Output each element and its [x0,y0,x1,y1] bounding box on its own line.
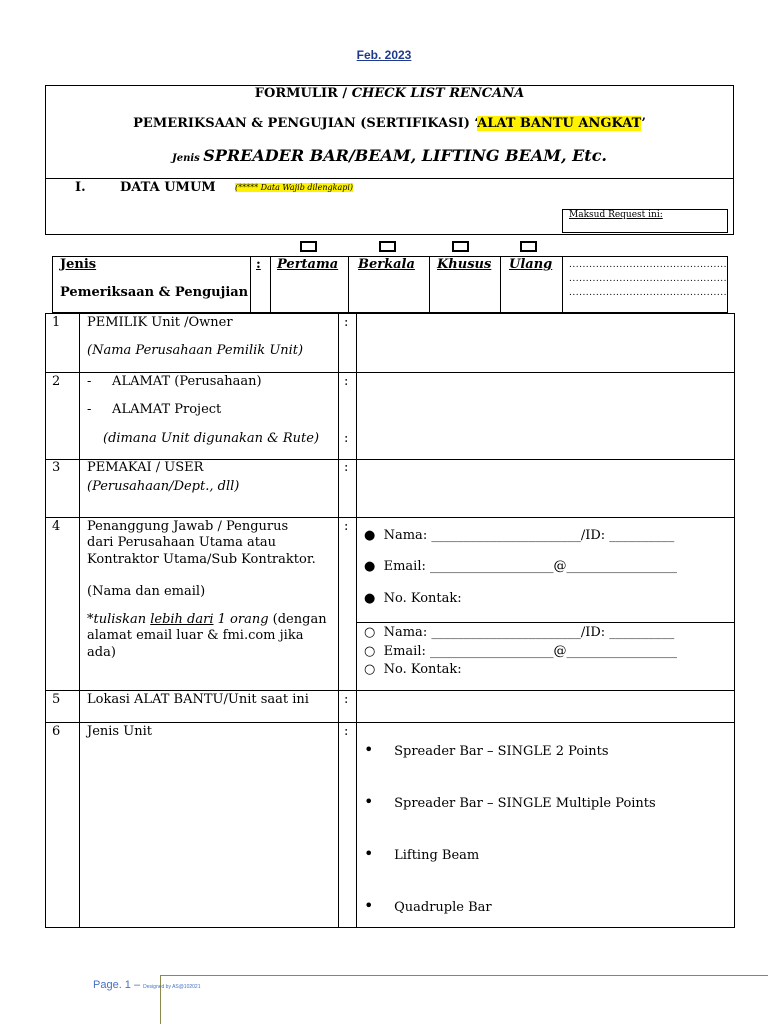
pic2-contact-field[interactable]: ○ No. Kontak: [364,662,462,677]
jenis-colon: : [256,257,261,272]
divider [45,178,734,179]
required-note: (***** Data Wajib dilengkapi) [235,183,354,192]
request-dots-3[interactable]: ............................................... [569,288,727,298]
pic2-name-field[interactable]: ○ Nama: _______________________/ID: __________ [364,625,675,640]
request-dots-2[interactable]: ............................................... [569,274,727,284]
unit-option-quadruple-bar[interactable]: • Quadruple Bar [364,896,492,915]
form-title-line1: FORMULIR / CHECK LIST RENCANA [254,86,525,101]
page-number: Page. 1 – Designed by AS@102021 [93,979,201,991]
colon: : [344,519,349,534]
colon: : [344,315,349,330]
checkbox-berkala[interactable] [379,241,396,252]
pic1-name-field[interactable]: ● Nama: _______________________/ID: __________ [364,528,675,543]
row-number: 6 [52,724,61,739]
checkbox-pertama[interactable] [300,241,317,252]
request-dots-1[interactable]: ............................................... [569,260,727,270]
user-label: PEMAKAI / USER [87,460,204,475]
colon: : [344,692,349,707]
option-berkala[interactable]: Berkala [358,257,415,272]
document-date: Feb. 2023 [356,48,412,62]
unit-option-lifting-beam[interactable]: • Lifting Beam [364,844,480,863]
option-ulang[interactable]: Ulang [509,257,553,272]
owner-label: PEMILIK Unit /Owner [87,315,233,330]
section-title: I. DATA UMUM [75,180,216,195]
pic-label: Penanggung Jawab / Pengurus dari Perusahaan Utama atau Kontraktor Utama/Sub Kontraktor. [87,519,316,567]
form-title-line2: PEMERIKSAAN & PENGUJIAN (SERTIFIKASI) ‘ALAT BANTU ANGKAT’ [133,116,646,131]
option-khusus[interactable]: Khusus [437,257,492,272]
jenis-label: Jenis [60,257,97,272]
owner-sublabel: (Nama Perusahaan Pemilik Unit) [87,343,304,358]
colon: : [344,724,349,739]
address-input[interactable] [358,374,733,458]
location-label: Lokasi ALAT BANTU/Unit saat ini [87,692,309,707]
unit-option-spreader-multi[interactable]: • Spreader Bar – SINGLE Multiple Points [364,792,656,811]
user-input[interactable] [358,461,733,516]
row-number: 3 [52,460,61,475]
highlight-alat-bantu: ALAT BANTU ANGKAT [477,116,642,131]
pic1-contact-field[interactable]: ● No. Kontak: [364,591,462,606]
form-title-line3: Jenis SPREADER BAR/BEAM, LIFTING BEAM, Etc. [172,146,607,165]
unit-type-label: Jenis Unit [87,724,152,739]
location-input[interactable] [358,692,733,721]
colon: : [344,460,349,475]
pic1-email-field[interactable]: ● Email: ___________________@_________________ [364,559,678,574]
request-purpose-field[interactable]: Maksud Request ini: [562,209,728,233]
divider [45,234,734,235]
checkbox-ulang[interactable] [520,241,537,252]
unit-option-spreader-2pt[interactable]: • Spreader Bar – SINGLE 2 Points [364,740,609,759]
address-sublabel: (dimana Unit digunakan & Rute) [103,431,320,446]
row-number: 2 [52,374,61,389]
colon: : [344,431,349,446]
footer-line [160,975,768,976]
designed-by: Designed by AS@102021 [143,984,201,990]
owner-input[interactable] [358,315,733,371]
row-number: 5 [52,692,61,707]
address-project-label: - ALAMAT Project [87,402,222,417]
user-sublabel: (Perusahaan/Dept., dll) [87,479,240,494]
pic2-email-field[interactable]: ○ Email: ___________________@_________________ [364,644,678,659]
row-number: 1 [52,315,61,330]
pemeriksaan-label: Pemeriksaan & Pengujian [60,285,249,300]
address-company-label: - ALAMAT (Perusahaan) [87,374,262,389]
colon: : [344,374,349,389]
pic-sublabel: (Nama dan email) [87,584,206,599]
checkbox-khusus[interactable] [452,241,469,252]
pic-note: *tuliskan lebih dari 1 orang (dengan alamat email luar & fmi.com jika ada) [87,612,327,660]
row-number: 4 [52,519,61,534]
option-pertama[interactable]: Pertama [277,257,339,272]
